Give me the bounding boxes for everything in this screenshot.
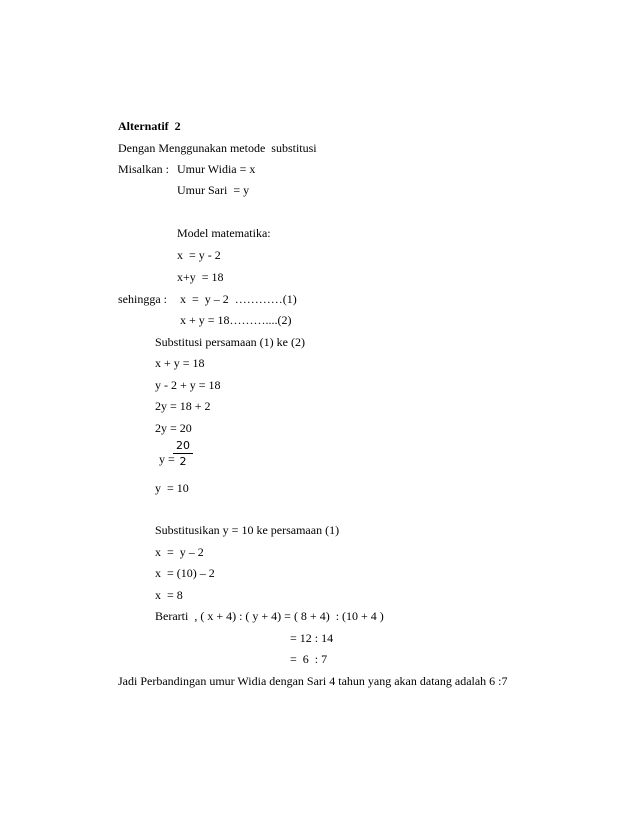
step-line: 2y = 18 + 2 bbox=[155, 399, 211, 413]
equation-2: x + y = 18………....(2) bbox=[180, 313, 292, 327]
fraction-numerator: 20 bbox=[176, 439, 190, 452]
fraction-denominator: 2 bbox=[179, 455, 187, 468]
step-line: 2y = 20 bbox=[155, 421, 192, 435]
step-line: y = 10 bbox=[155, 481, 189, 495]
sub-line: x = 8 bbox=[155, 588, 183, 602]
fraction-bar bbox=[173, 453, 193, 454]
misalkan-sari: Umur Sari = y bbox=[177, 183, 250, 197]
model-equation-2: x+y = 18 bbox=[177, 270, 224, 284]
step-line: y - 2 + y = 18 bbox=[155, 378, 221, 392]
step-line: x + y = 18 bbox=[155, 356, 205, 370]
conclusion-text: Jadi Perbandingan umur Widia dengan Sari 4 tahun yang akan datang adalah 6 :7 bbox=[118, 674, 508, 688]
sehingga-label: sehingga : bbox=[118, 292, 167, 306]
misalkan-widia: Umur Widia = x bbox=[177, 162, 256, 176]
result-line: = 12 : 14 bbox=[290, 631, 334, 645]
berarti-line: Berarti , ( x + 4) : ( y + 4) = ( 8 + 4) : (10 + 4 ) bbox=[155, 609, 384, 623]
method-text: Dengan Menggunakan metode substitusi bbox=[118, 141, 317, 155]
model-title: Model matematika: bbox=[177, 226, 271, 240]
step-substitusi: Substitusi persamaan (1) ke (2) bbox=[155, 335, 305, 349]
misalkan-label: Misalkan : bbox=[118, 162, 169, 176]
equation-1: x = y – 2 …………(1) bbox=[180, 292, 297, 306]
section-heading: Alternatif 2 bbox=[118, 119, 181, 133]
fraction-prefix: y = bbox=[159, 452, 175, 466]
fraction bbox=[173, 440, 193, 468]
result-line: = 6 : 7 bbox=[290, 652, 328, 666]
sub-line: x = y – 2 bbox=[155, 545, 204, 559]
sub-line: x = (10) – 2 bbox=[155, 566, 215, 580]
model-equation-1: x = y - 2 bbox=[177, 248, 221, 262]
substitusikan-title: Substitusikan y = 10 ke persamaan (1) bbox=[155, 523, 340, 537]
